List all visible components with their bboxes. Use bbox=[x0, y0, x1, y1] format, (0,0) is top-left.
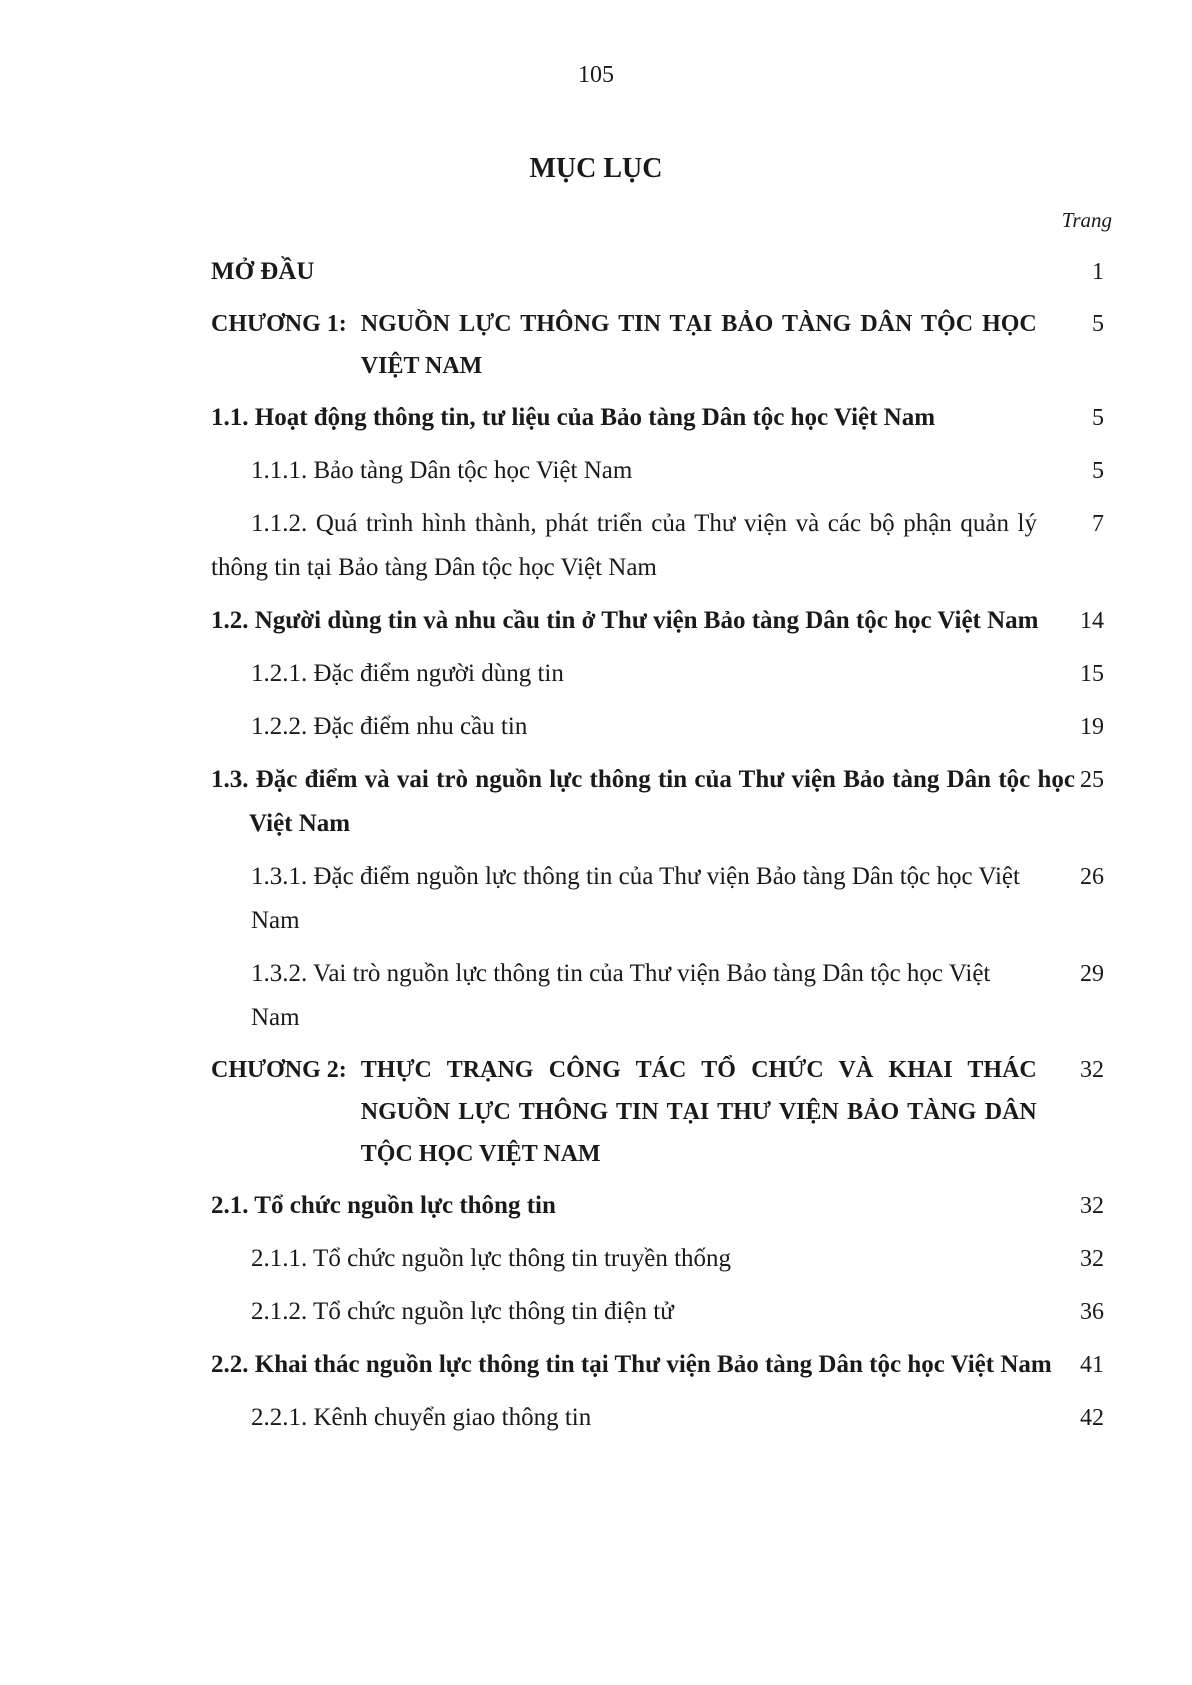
toc-entry[interactable] bbox=[211, 502, 1104, 590]
toc-entry-page: 19 bbox=[1080, 714, 1104, 740]
toc-entry-page: 32 bbox=[1080, 1193, 1104, 1219]
toc-entry-page: 42 bbox=[1080, 1405, 1104, 1431]
toc-entry-title: 2.1.2. Tổ chức nguồn lực thông tin điện tử bbox=[251, 1298, 674, 1325]
toc-entry-title: 2.1. Tổ chức nguồn lực thông tin bbox=[211, 1192, 556, 1219]
toc-entry[interactable] bbox=[211, 396, 1104, 440]
toc-entry-page: 26 bbox=[1080, 864, 1104, 890]
table-of-contents bbox=[211, 250, 1104, 1449]
toc-entry-title: MỞ ĐẦU bbox=[211, 258, 315, 285]
toc-entry[interactable] bbox=[211, 652, 1104, 696]
toc-entry-title: 1.3.2. Vai trò nguồn lực thông tin của Thư viện Bảo tàng Dân tộc học Việt Nam bbox=[251, 960, 991, 1031]
toc-entry[interactable] bbox=[211, 705, 1104, 749]
toc-entry-page: 41 bbox=[1080, 1352, 1104, 1378]
toc-entry[interactable] bbox=[211, 855, 1104, 943]
toc-entry[interactable] bbox=[211, 1184, 1104, 1228]
toc-entry-title: 2.2.1. Kênh chuyển giao thông tin bbox=[251, 1404, 592, 1431]
chapter-label: CHƯƠNG 2: bbox=[211, 1057, 347, 1083]
toc-entry[interactable] bbox=[211, 952, 1104, 1040]
page-number: 105 bbox=[578, 62, 614, 88]
toc-entry[interactable] bbox=[211, 1343, 1104, 1387]
toc-entry-title: 1.3.1. Đặc điểm nguồn lực thông tin của Thư viện Bảo tàng Dân tộc học Việt Nam bbox=[251, 863, 1020, 934]
chapter-label: CHƯƠNG 1: bbox=[211, 311, 347, 337]
toc-entry-title: 2.1.1. Tổ chức nguồn lực thông tin truyền thống bbox=[251, 1245, 732, 1272]
toc-entry-page: 5 bbox=[1092, 311, 1104, 337]
toc-entry-title: 1.1. Hoạt động thông tin, tư liệu của Bảo tàng Dân tộc học Việt Nam bbox=[211, 404, 936, 431]
toc-entry-page: 32 bbox=[1080, 1246, 1104, 1272]
toc-entry[interactable] bbox=[211, 599, 1104, 643]
toc-entry-title: 1.1.1. Bảo tàng Dân tộc học Việt Nam bbox=[251, 457, 633, 484]
toc-entry[interactable] bbox=[211, 1237, 1104, 1281]
chapter-title: THỰC TRẠNG CÔNG TÁC TỔ CHỨC VÀ KHAI THÁC NGUỒN LỰC THÔNG TIN TẠI THƯ VIỆN BẢO TÀNG DÂN TỘC HỌC VIỆT NAM bbox=[360, 1057, 1037, 1167]
toc-entry-title: 1.2.2. Đặc điểm nhu cầu tin bbox=[251, 713, 528, 740]
toc-title: MỤC LỤC bbox=[529, 153, 663, 184]
toc-entry[interactable] bbox=[211, 449, 1104, 493]
toc-entry[interactable] bbox=[211, 1290, 1104, 1334]
toc-entry[interactable] bbox=[211, 250, 1104, 294]
toc-entry-page: 5 bbox=[1092, 458, 1104, 484]
toc-entry-title: 1.2.1. Đặc điểm người dùng tin bbox=[251, 660, 564, 687]
toc-entry-page: 5 bbox=[1092, 405, 1104, 431]
toc-entry[interactable] bbox=[211, 758, 1104, 846]
toc-entry-page: 14 bbox=[1080, 608, 1104, 634]
toc-entry-title: 1.3. Đặc điểm và vai trò nguồn lực thông tin của Thư viện Bảo tàng Dân tộc học Việt Nam bbox=[211, 766, 1075, 837]
toc-entry-page: 15 bbox=[1080, 661, 1104, 687]
toc-entry[interactable] bbox=[211, 303, 1104, 387]
toc-entry-page: 29 bbox=[1080, 961, 1104, 987]
toc-entry-title: 1.1.2. Quá trình hình thành, phát triển của Thư viện và các bộ phận quản lý thông tin tại Bảo tàng Dân tộc học Việt Nam bbox=[211, 510, 1037, 581]
toc-entry-title: 2.2. Khai thác nguồn lực thông tin tại Thư viện Bảo tàng Dân tộc học Việt Nam bbox=[211, 1351, 1052, 1378]
page-column-label: Trang bbox=[1061, 208, 1112, 232]
toc-entry[interactable] bbox=[211, 1396, 1104, 1440]
toc-entry-page: 25 bbox=[1080, 767, 1104, 793]
toc-entry[interactable] bbox=[211, 1049, 1104, 1175]
toc-entry-page: 7 bbox=[1092, 511, 1104, 537]
toc-entry-page: 32 bbox=[1080, 1057, 1104, 1083]
chapter-title: NGUỒN LỰC THÔNG TIN TẠI BẢO TÀNG DÂN TỘC HỌC VIỆT NAM bbox=[360, 311, 1037, 379]
toc-entry-page: 36 bbox=[1080, 1299, 1104, 1325]
toc-entry-title: 1.2. Người dùng tin và nhu cầu tin ở Thư viện Bảo tàng Dân tộc học Việt Nam bbox=[211, 607, 1039, 634]
toc-entry-page: 1 bbox=[1092, 259, 1104, 285]
